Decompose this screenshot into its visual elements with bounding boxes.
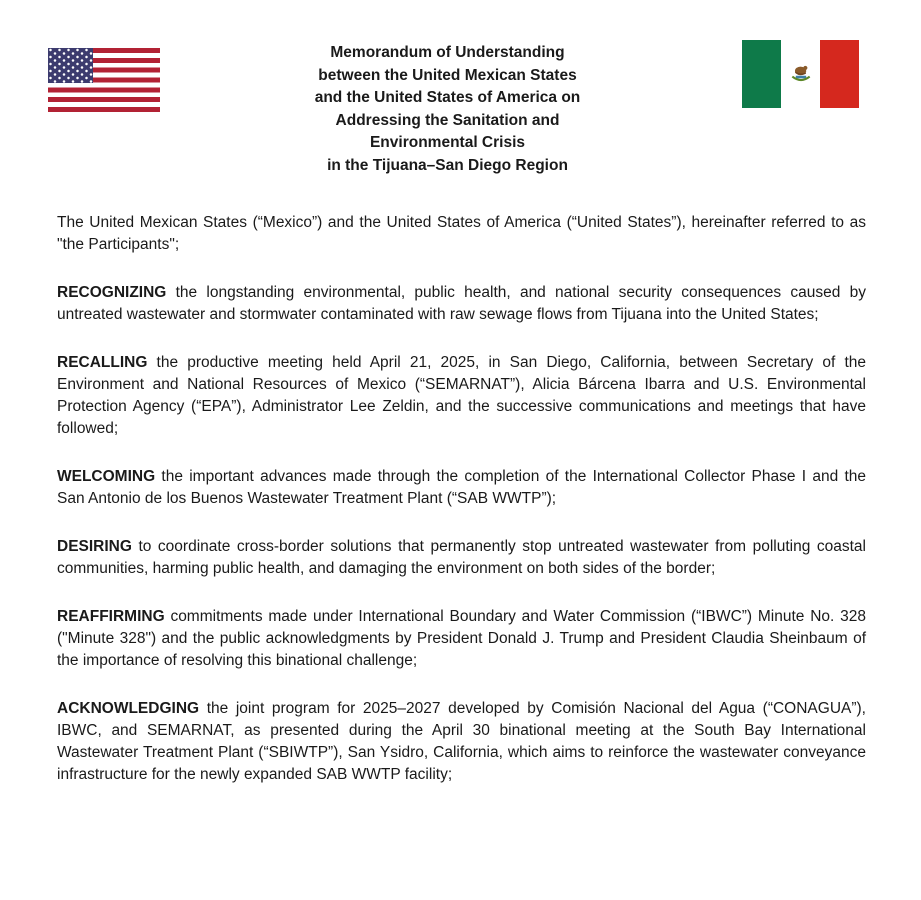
title-line-2: between the United Mexican States [318, 66, 577, 84]
memo-paragraph-desiring [57, 536, 866, 580]
paragraph-text: the productive meeting held April 21, 2025, in San Diego, California, between Secretary of the Environment and National Resources of Mexico (“SEMARNAT”), Alicia Bárcena Ibarra and U.S. Environmental Protection Agency (“EPA”), Administrator Lee Zeldin, and the successive communications and meetings that have followed; [57, 354, 866, 437]
memo-paragraph-recalling [57, 352, 866, 440]
paragraph-text: The United Mexican States (“Mexico”) and the United States of America (“United States”), hereinafter referred to as "the Participants"; [57, 214, 866, 253]
paragraph-text: the longstanding environmental, public health, and national security consequences caused by untreated wastewater and stormwater contaminated with raw sewage flows from Tijuana into the United States; [57, 284, 866, 323]
memo-paragraph-recognizing [57, 282, 866, 326]
title-line-6: in the Tijuana–San Diego Region [327, 156, 568, 174]
paragraph-lead: WELCOMING [57, 468, 156, 485]
paragraph-text: the important advances made through the completion of the International Collector Phase I and the San Antonio de los Buenos Wastewater Treatment Plant (“SAB WWTP”); [57, 468, 866, 507]
paragraph-lead: DESIRING [57, 538, 132, 555]
paragraph-text: the joint program for 2025–2027 developed by Comisión Nacional del Agua (“CONAGUA”), IBWC, and SEMARNAT, as presented during the April 30 binational meeting at the South Bay International Wastewater Treatment Plant (“SBIWTP”), San Ysidro, California, which aims to reinforce the wastewater conveyance infrastructure for the newly expanded SAB WWTP facility; [57, 700, 866, 783]
paragraph-lead: REAFFIRMING [57, 608, 165, 625]
paragraph-lead: RECALLING [57, 354, 148, 371]
document-title [0, 42, 895, 178]
memo-paragraph-preamble [57, 212, 866, 256]
paragraph-text: to coordinate cross-border solutions that permanently stop untreated wastewater from polluting coastal communities, harming public health, and damaging the environment on both sides of the border; [57, 538, 866, 577]
title-line-3: and the United States of America on [314, 89, 581, 107]
title-line-1: Memorandum of Understanding [330, 44, 565, 61]
document-body [57, 212, 866, 812]
title-line-5: Environmental Crisis [369, 134, 526, 152]
memo-paragraph-acknowledging [57, 698, 866, 786]
paragraph-lead: RECOGNIZING [57, 284, 167, 301]
memo-paragraph-welcoming [57, 466, 866, 510]
title-line-4: Addressing the Sanitation and [335, 111, 560, 129]
paragraph-lead: ACKNOWLEDGING [57, 700, 200, 717]
memo-paragraph-reaffirming [57, 606, 866, 672]
paragraph-text: commitments made under International Boundary and Water Commission (“IBWC”) Minute No. 328 ("Minute 328") and the public acknowledgments by President Donald J. Trump and President Claudia Sheinbaum of the importance of resolving this binational challenge; [57, 608, 866, 669]
